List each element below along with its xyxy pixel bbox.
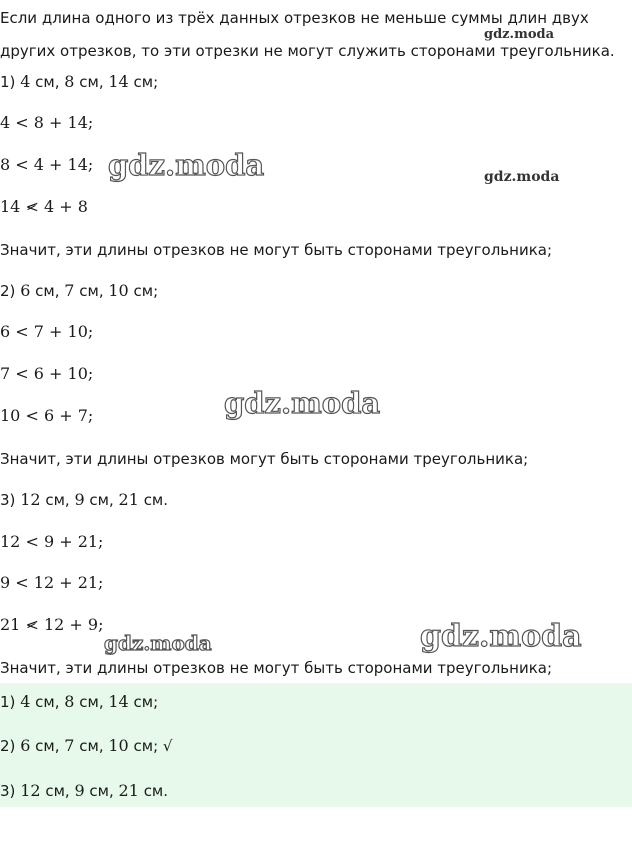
case-2-inequality-3: 10 < 6 + 7; xyxy=(0,406,94,425)
case-2-inequality-1: 6 < 7 + 10; xyxy=(0,322,94,341)
case-1-inequality-1: 4 < 8 + 14; xyxy=(0,113,94,132)
answer-line-1: 1) 4 см, 8 см, 14 см; xyxy=(0,692,159,711)
not-less-than-sign: < xyxy=(25,615,39,634)
case-3-inequality-1: 12 < 9 + 21; xyxy=(0,532,104,551)
case-1-inequality-2: 8 < 4 + 14; xyxy=(0,155,94,174)
case-1-lengths: 1) 4 см, 8 см, 14 см; xyxy=(0,72,159,91)
answer-block xyxy=(0,683,632,807)
case-3-inequality-2: 9 < 12 + 21; xyxy=(0,573,104,592)
watermark: gdz.moda xyxy=(484,27,555,42)
case-3-lengths: 3) 12 см, 9 см, 21 см. xyxy=(0,490,169,509)
answer-line-2: 2) 6 см, 7 см, 10 см; √ xyxy=(0,736,173,755)
case-1-conclusion: Значит, эти длины отрезков не могут быть сторонами треугольника; xyxy=(0,241,553,259)
watermark: gdz.moda xyxy=(484,169,560,185)
case-3-inequality-3: 21 < 12 + 9; xyxy=(0,615,104,634)
answer-line-3: 3) 12 см, 9 см, 21 см. xyxy=(0,781,169,800)
case-3-conclusion: Значит, эти длины отрезков не могут быть сторонами треугольника; xyxy=(0,659,553,677)
watermark: gdz.moda xyxy=(108,148,265,182)
rule-text-line-1: Если длина одного из трёх данных отрезков не меньше суммы длин двух xyxy=(0,9,589,27)
watermark: gdz.moda xyxy=(420,619,582,654)
not-less-than-sign: < xyxy=(25,197,39,216)
case-2-lengths: 2) 6 см, 7 см, 10 см; xyxy=(0,281,159,300)
case-2-inequality-2: 7 < 6 + 10; xyxy=(0,364,94,383)
rule-text-line-2: других отрезков, то эти отрезки не могут служить сторонами треугольника. xyxy=(0,42,615,60)
case-2-conclusion: Значит, эти длины отрезков могут быть сторонами треугольника; xyxy=(0,450,529,468)
watermark: gdz.moda xyxy=(104,631,212,655)
case-1-inequality-3: 14 < 4 + 8 xyxy=(0,197,88,216)
watermark: gdz.moda xyxy=(224,386,381,420)
